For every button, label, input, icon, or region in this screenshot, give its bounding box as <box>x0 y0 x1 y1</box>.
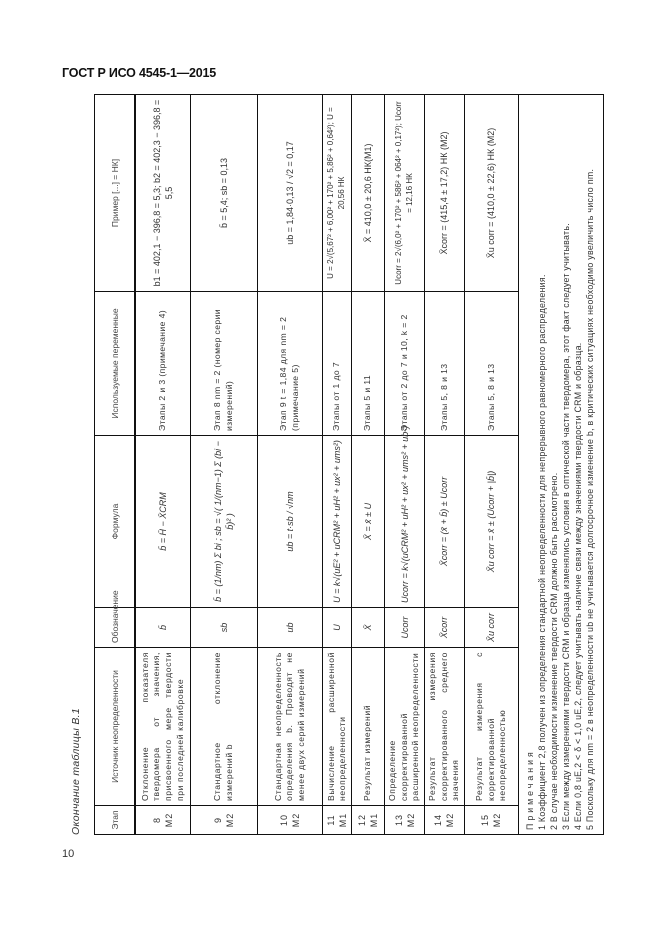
notes-row <box>518 95 603 835</box>
example-cell: X̄u corr = (410,0 ± 22,6) НК (M2) <box>464 95 518 292</box>
stage-cell: 9 M2 <box>191 806 258 835</box>
variables-cell: Этапы 2 и 3 (примечание 4) <box>135 292 191 436</box>
document-title: ГОСТ Р ИСО 4545-1—2015 <box>62 66 217 80</box>
example-cell: b1 = 402,1 − 396,8 = 5,3; b2 = 402,3 − 396,8 = 5,5 <box>135 95 191 292</box>
source-cell: Вычисление расширенной неопределенности <box>323 648 352 806</box>
note-item: 4 Если 0,8 uE,2 < δ < 1,0 uE,2, следует учитывать наличие связи между значениями твердости CRM и образца. <box>572 342 583 830</box>
variables-cell: Этапы от 2 до 7 и 10, k = 2 <box>385 292 425 436</box>
formula-cell: X̄ = x̄ ± U <box>352 436 385 608</box>
table-row <box>352 95 385 835</box>
notes-cell <box>518 95 603 835</box>
stage-cell: 11 M1 <box>323 806 352 835</box>
formula-cell: b̄ = H̄ − X̄CRM <box>135 436 191 608</box>
example-cell: X̄ = 410,0 ± 20,6 НК(M1) <box>352 95 385 292</box>
variables-cell: Этап 8 nm = 2 (номер серии измерений) <box>191 292 258 436</box>
symbol-cell: X̄ <box>352 608 385 648</box>
variables-cell: Этапы 5, 8 и 13 <box>464 292 518 436</box>
symbol-cell: Ucorr <box>385 608 425 648</box>
symbol-cell: U <box>323 608 352 648</box>
example-cell: X̄corr = (415,4 ± 17,2) НК (M2) <box>425 95 465 292</box>
formula-cell: X̄u corr = x̄ ± (Ucorr + |b̄|) <box>464 436 518 608</box>
example-cell: Ucorr = 2√(6,0² + 170² + 586² + 064² + 0,17²); Ucorr = 12,16 НК <box>385 95 425 292</box>
stage-cell: 10 M2 <box>258 806 323 835</box>
example-cell: b̄ = 5,4; sb = 0,13 <box>191 95 258 292</box>
example-cell: ub = 1,84·0,13 / √2 = 0,17 <box>258 95 323 292</box>
variables-cell: Этапы от 1 до 7 <box>323 292 352 436</box>
table-row <box>323 95 352 835</box>
symbol-cell: X̄u corr <box>464 608 518 648</box>
stage-cell: 14 M2 <box>425 806 465 835</box>
uncertainty-table <box>94 94 604 835</box>
table-row <box>464 95 518 835</box>
variables-cell: Этапы 5 и 11 <box>352 292 385 436</box>
source-cell: Определение скорректированной расширенной неопределенности <box>385 648 425 806</box>
formula-cell: X̄corr = (x̄ + b̄) ± Ucorr <box>425 436 465 608</box>
stage-cell: 12 M1 <box>352 806 385 835</box>
table-row <box>135 95 191 835</box>
source-cell: Стандартное отклонение измерений b <box>191 648 258 806</box>
formula-cell: Ucorr = k√(uCRM² + uH² + ux² + ums² + ub²) <box>385 436 425 608</box>
symbol-cell: X̄corr <box>425 608 465 648</box>
formula-cell: U = k√(uE² + uCRM² + uH² + ux² + ums²) <box>323 436 352 608</box>
formula-cell: b̄ = (1/nm) Σ bi ; sb = √( 1/(nm−1) Σ (bi − b̄)² ) <box>191 436 258 608</box>
table-header-row <box>95 95 136 835</box>
source-cell: Стандартная неопределенность определения b. Проводят не менее двух серий измерений <box>258 648 323 806</box>
source-cell: Результат измерения с корректированной неопределенностью <box>464 648 518 806</box>
symbol-cell: b̄ <box>135 608 191 648</box>
formula-cell: ub = t·sb / √nm <box>258 436 323 608</box>
source-cell: Результат измерения скорректированного среднего значения <box>425 648 465 806</box>
source-cell: Результат измерений <box>352 648 385 806</box>
col-header-source: Источник неопределенности <box>95 648 136 806</box>
stage-cell: 8 M2 <box>135 806 191 835</box>
col-header-formula: Формула <box>95 436 136 608</box>
rotated-table-container <box>94 95 594 835</box>
stage-cell: 13 M2 <box>385 806 425 835</box>
table-caption: Окончание таблицы B.1 <box>70 707 82 835</box>
note-item: 3 Если между измерениями твердости CRM и образца изменялись условия в оптической части твердомера, этот факт следует учитывать. <box>560 222 571 830</box>
table-row <box>191 95 258 835</box>
col-header-stage: Этап <box>95 806 136 835</box>
col-header-example: Пример [...] = НК] <box>95 95 136 292</box>
col-header-symbol: Обозначение <box>95 608 136 648</box>
table-row <box>425 95 465 835</box>
symbol-cell: sb <box>191 608 258 648</box>
notes-heading: Примечания <box>525 749 536 830</box>
table-row <box>258 95 323 835</box>
symbol-cell: ub <box>258 608 323 648</box>
example-cell: U = 2√(5,67² + 6,00² + 170² + 5,86² + 0,64²); U = 20,56 НК <box>323 95 352 292</box>
variables-cell: Этапы 5, 8 и 13 <box>425 292 465 436</box>
note-item: 1 Коэффициент 2,8 получен из определения стандартной неопределенности для непрерывного равномерного распределения. <box>537 274 548 830</box>
note-item: 5 Поскольку для nm = 2 в неопределенности ub не учитывается долгосрочное изменение b, в критических ситуациях необходимо увеличить число nm. <box>584 168 595 830</box>
note-item: 2 В случае необходимости изменение твердости CRM должно быть рассмотрено. <box>548 472 559 830</box>
stage-cell: 15 M2 <box>464 806 518 835</box>
source-cell: Отклонение показателя твердомера от значения, присвоенного мере твердости при последней калибровке <box>135 648 191 806</box>
col-header-variables: Используемые переменные <box>95 292 136 436</box>
variables-cell: Этап 9 t = 1,84 для nm = 2 (примечание 5) <box>258 292 323 436</box>
table-row <box>385 95 425 835</box>
page-number: 10 <box>62 848 75 860</box>
